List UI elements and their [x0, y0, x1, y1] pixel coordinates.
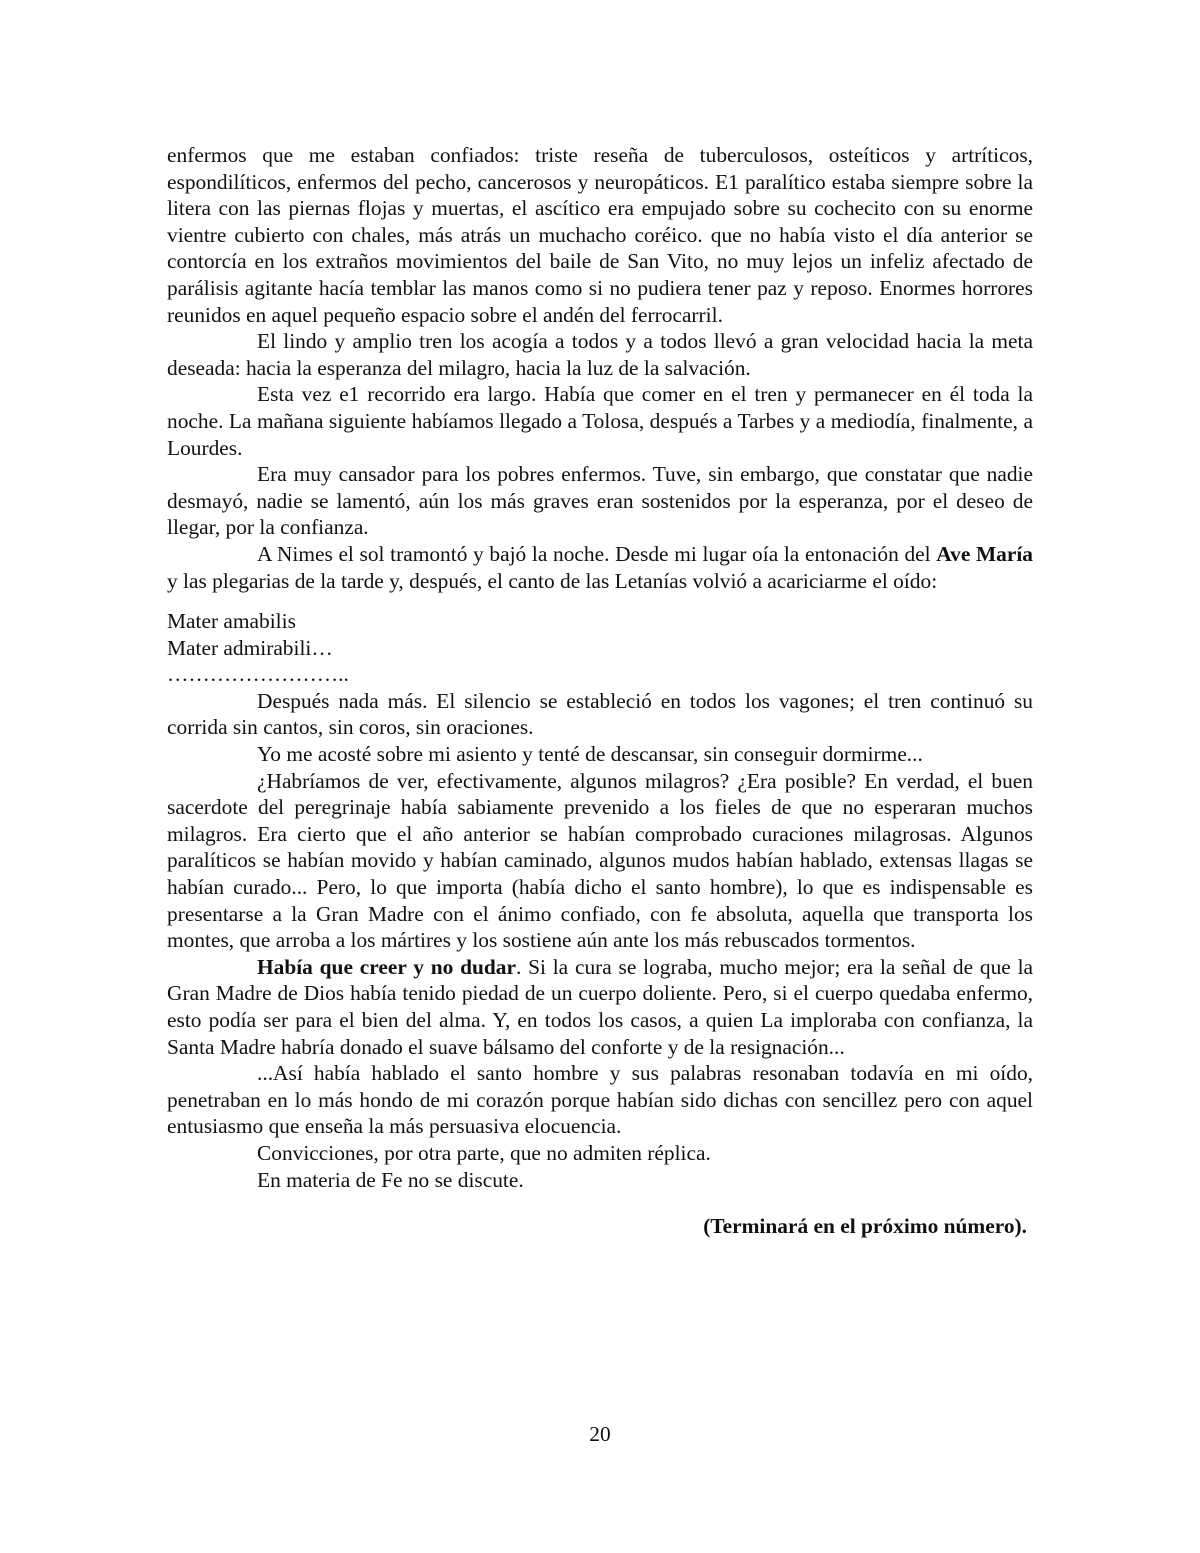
creer-bold: Había que creer y no dudar [257, 954, 516, 979]
verse-line-2: Mater admirabili… [167, 635, 333, 660]
paragraph-creer [167, 954, 1033, 1060]
paragraph-despues: Después nada más. El silencio se estableció en todos los vagones; el tren continuó su corrida sin cantos, sin coros, sin oraciones. [167, 688, 1033, 740]
verse-line-3: …………………….. [167, 662, 349, 687]
paragraph-nimes-before: A Nimes el sol tramontó y bajó la noche. Desde mi lugar oía la entonación del [257, 541, 937, 566]
paragraph-fe: En materia de Fe no se discute. [257, 1167, 524, 1192]
paragraph-yo-me-acoste: Yo me acosté sobre mi asiento y tenté de descansar, sin conseguir dormirme... [257, 742, 923, 767]
verse-line-1: Mater amabilis [167, 609, 296, 634]
paragraph-convicciones: Convicciones, por otra parte, que no admiten réplica. [257, 1140, 711, 1165]
paragraph-creer-after: . Si la cura se lograba, mucho mejor; era la señal de que la Gran Madre de Dios había tenido piedad de un cuerpo doliente. Pero, si el cuerpo quedaba enfermo, esto podía ser para el bien del alma. Y, en todos los casos, a quien La imploraba con confianza, la Santa Madre habría donado el suave bálsamo del conforte y de la resignación... [167, 954, 1034, 1059]
ave-maria-bold: Ave María [936, 541, 1033, 566]
paragraph-3: Esta vez e1 recorrido era largo. Había que comer en el tren y permanecer en él toda la noche. La mañana siguiente habíamos llegado a Tolosa, después a Tarbes y a mediodía, finalmente, a Lourdes. [167, 382, 1033, 460]
paragraph-1: enfermos que me estaban confiados: triste reseña de tuberculosos, osteíticos y artríticos, espondilíticos, enfermos del pecho, cancerosos y neuropáticos. E1 paralítico estaba siempre sobre la litera con las piernas flojas y muertas, el ascítico era empujado sobre su cochecito con su enorme vientre cubierto con chales, más atrás un muchacho coréico. que no había visto el día anterior se contorcía en los extraños movimientos del baile de San Vito, no muy lejos un infeliz afectado de parálisis agitante hacía temblar las manos como si no pudiera tener paz y reposo. Enormes horrores reunidos en aquel pequeño espacio sobre el andén del ferrocarril. [167, 143, 1033, 327]
document-body [167, 142, 1033, 1240]
paragraph-2: El lindo y amplio tren los acogía a todos y a todos llevó a gran velocidad hacia la meta deseada: hacia la esperanza del milagro, hacia la luz de la salvación. [167, 329, 1033, 380]
paragraph-nimes-after: y las plegarias de la tarde y, después, el canto de las Letanías volvió a acariciarme el oído: [167, 568, 938, 593]
paragraph-4: Era muy cansador para los pobres enfermos. Tuve, sin embargo, que constatar que nadie desmayó, nadie se lamentó, aún los más graves eran sostenidos por la esperanza, por el deseo de llegar, por la confianza. [167, 462, 1033, 540]
paragraph-asi-habia: ...Así había hablado el santo hombre y sus palabras resonaban todavía en mi oído, penetraban en lo más hondo de mi corazón porque habían sido dichas con sencillez pero con aquel entusiasmo que enseña la más persuasiva elocuencia. [167, 1061, 1033, 1139]
page-number: 20 [589, 1422, 611, 1446]
paragraph-nimes [167, 541, 1033, 594]
paragraph-milagros: ¿Habríamos de ver, efectivamente, algunos milagros? ¿Era posible? En verdad, el buen sacerdote del peregrinaje había sabiamente prevenido a los fieles de que no esperaran muchos milagros. Era cierto que el año anterior se habían comprobado curaciones milagrosas. Algunos paralíticos se habían movido y habían caminado, algunos mudos habían hablado, extensas llagas se habían curado... Pero, lo que importa (había dicho el santo hombre), lo que es indispensable es presentarse a la Gran Madre con el ánimo confiado, con fe absoluta, aquella que transporta los montes, que arroba a los mártires y los sostiene aún ante los más rebuscados tormentos. [167, 768, 1033, 953]
closing-note: (Terminará en el próximo número). [703, 1214, 1027, 1239]
